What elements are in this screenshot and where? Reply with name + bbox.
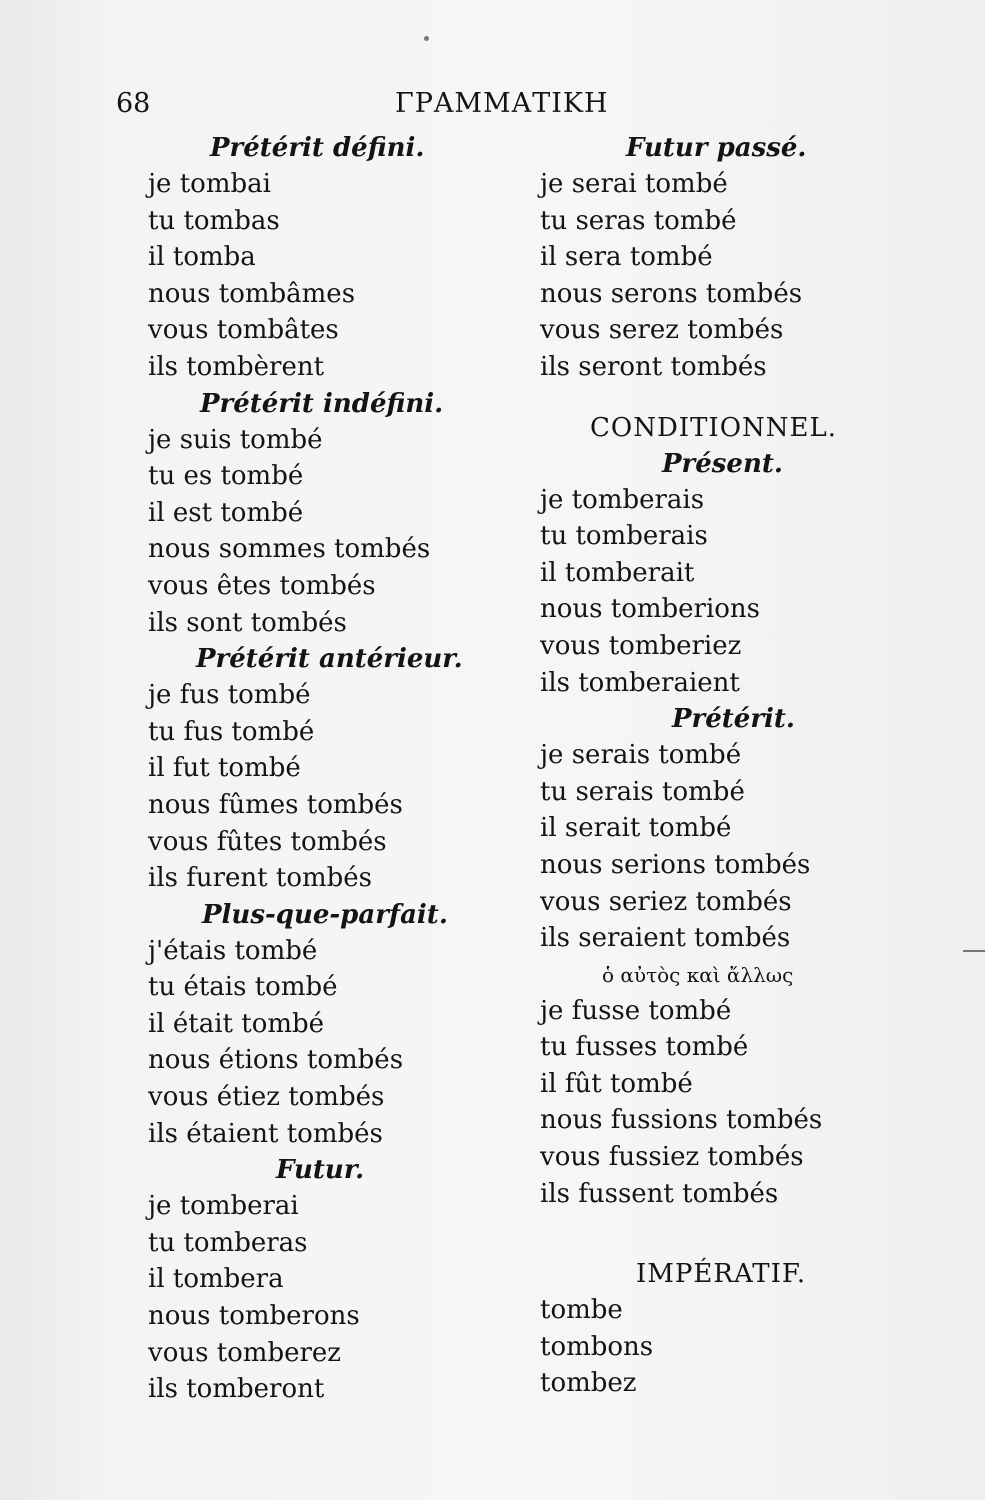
conjugation-line: il fut tombé bbox=[148, 753, 301, 784]
conjugation-line: je suis tombé bbox=[148, 424, 323, 455]
conjugation-line: tu es tombé bbox=[148, 461, 304, 492]
section-alternative-form bbox=[540, 957, 920, 1213]
conjugation-line: nous fûmes tombés bbox=[148, 789, 403, 820]
section-preterit-defini bbox=[148, 130, 528, 386]
section-preterit bbox=[540, 701, 920, 957]
page-number: 68 bbox=[116, 88, 151, 119]
conjugation-line: vous fussiez tombés bbox=[540, 1142, 804, 1173]
section-heading: Prétérit défini. bbox=[210, 133, 425, 163]
conjugation-line: il tombera bbox=[148, 1264, 284, 1295]
conjugation-line: tu tombas bbox=[148, 205, 280, 236]
edge-mark bbox=[963, 950, 985, 952]
conjugation-line: tu étais tombé bbox=[148, 972, 338, 1003]
conjugation-line: vous serez tombés bbox=[540, 315, 784, 346]
section-heading: Prétérit. bbox=[672, 704, 795, 735]
conjugation-line: il tomberait bbox=[540, 557, 695, 588]
conjugation-line: je tomberais bbox=[540, 484, 705, 515]
conjugation-line: vous fûtes tombés bbox=[148, 826, 387, 857]
conjugation-line: nous sommes tombés bbox=[148, 534, 431, 565]
conjugation-line: vous tomberez bbox=[148, 1337, 341, 1368]
section-futur-passe bbox=[540, 130, 920, 386]
section-heading: Futur passé. bbox=[626, 133, 807, 163]
conjugation-line: j'étais tombé bbox=[148, 935, 318, 966]
conjugation-line: tu tomberais bbox=[540, 521, 708, 552]
conjugation-line: il est tombé bbox=[148, 497, 304, 528]
conjugation-line: il fût tombé bbox=[540, 1068, 693, 1099]
section-imperatif bbox=[540, 1256, 920, 1402]
conjugation-line: ils fussent tombés bbox=[540, 1178, 779, 1209]
right-column bbox=[540, 130, 920, 1402]
conjugation-line: tombons bbox=[540, 1331, 654, 1362]
conjugation-line: vous tomberiez bbox=[540, 630, 742, 661]
section-preterit-indefini bbox=[148, 386, 528, 642]
conjugation-line: je fusse tombé bbox=[540, 995, 732, 1026]
conjugation-line: nous tombâmes bbox=[148, 278, 356, 309]
spacer bbox=[540, 1212, 920, 1256]
ink-speck bbox=[424, 36, 429, 41]
section-heading: Prétérit indéfini. bbox=[200, 388, 444, 419]
section-conditionnel bbox=[540, 410, 920, 446]
conjugation-line: ils seraient tombés bbox=[540, 923, 791, 954]
conjugation-line: nous étions tombés bbox=[148, 1045, 404, 1076]
section-heading: Prétérit antérieur. bbox=[196, 644, 463, 675]
conjugation-line: il sera tombé bbox=[540, 242, 713, 273]
conjugation-line: tombez bbox=[540, 1368, 637, 1399]
conjugation-line: tu fusses tombé bbox=[540, 1032, 749, 1063]
conjugation-line: je tomberai bbox=[148, 1191, 299, 1222]
conjugation-line: tombe bbox=[540, 1295, 623, 1326]
conjugation-line: je tombai bbox=[148, 169, 271, 199]
conjugation-line: je serais tombé bbox=[540, 740, 742, 771]
conjugation-line: vous étiez tombés bbox=[148, 1082, 385, 1113]
conjugation-line: vous tombâtes bbox=[148, 315, 339, 346]
conjugation-line: tu tomberas bbox=[148, 1227, 308, 1258]
section-heading: Présent. bbox=[662, 448, 783, 479]
mood-heading: IMPÉRATIF. bbox=[636, 1259, 807, 1290]
conjugation-line: nous tomberons bbox=[148, 1301, 360, 1332]
mood-heading: CONDITIONNEL. bbox=[590, 412, 838, 443]
spacer bbox=[540, 386, 920, 410]
section-futur bbox=[148, 1152, 528, 1408]
page-header bbox=[0, 88, 985, 128]
conjugation-line: ils tomberont bbox=[148, 1374, 325, 1405]
conjugation-line: vous êtes tombés bbox=[148, 570, 376, 601]
conjugation-line: nous serions tombés bbox=[540, 849, 811, 880]
running-title: ΓΡΑΜΜΑΤΙΚΗ bbox=[395, 88, 609, 119]
conjugation-line: tu fus tombé bbox=[148, 716, 315, 747]
section-heading: Plus-que-parfait. bbox=[202, 899, 448, 930]
conjugation-line: ils étaient tombés bbox=[148, 1118, 383, 1149]
conjugation-line: ils furent tombés bbox=[148, 863, 373, 894]
conjugation-line: il tomba bbox=[148, 242, 256, 273]
section-heading: Futur. bbox=[276, 1155, 365, 1186]
conjugation-line: nous fussions tombés bbox=[540, 1105, 823, 1136]
conjugation-line: vous seriez tombés bbox=[540, 886, 792, 917]
conjugation-line: nous serons tombés bbox=[540, 278, 803, 309]
conjugation-line: ils tomberaient bbox=[540, 667, 740, 698]
conjugation-line: ils seront tombés bbox=[540, 351, 767, 382]
conjugation-line: je fus tombé bbox=[148, 680, 311, 711]
section-preterit-anterieur bbox=[148, 641, 528, 897]
conjugation-line: je serai tombé bbox=[540, 169, 728, 199]
conjugation-line: nous tomberions bbox=[540, 594, 761, 625]
conjugation-line: ils sont tombés bbox=[148, 607, 347, 638]
conjugation-line: il serait tombé bbox=[540, 813, 732, 844]
conjugation-line: il était tombé bbox=[148, 1008, 325, 1039]
conjugation-line: tu seras tombé bbox=[540, 205, 737, 236]
section-heading: ὁ αὐτὸς καὶ ἄλλως bbox=[602, 962, 794, 987]
section-plus-que-parfait bbox=[148, 897, 528, 1153]
conjugation-line: tu serais tombé bbox=[540, 776, 745, 807]
left-column bbox=[148, 130, 528, 1408]
conjugation-line: ils tombèrent bbox=[148, 351, 325, 382]
section-present bbox=[540, 446, 920, 702]
